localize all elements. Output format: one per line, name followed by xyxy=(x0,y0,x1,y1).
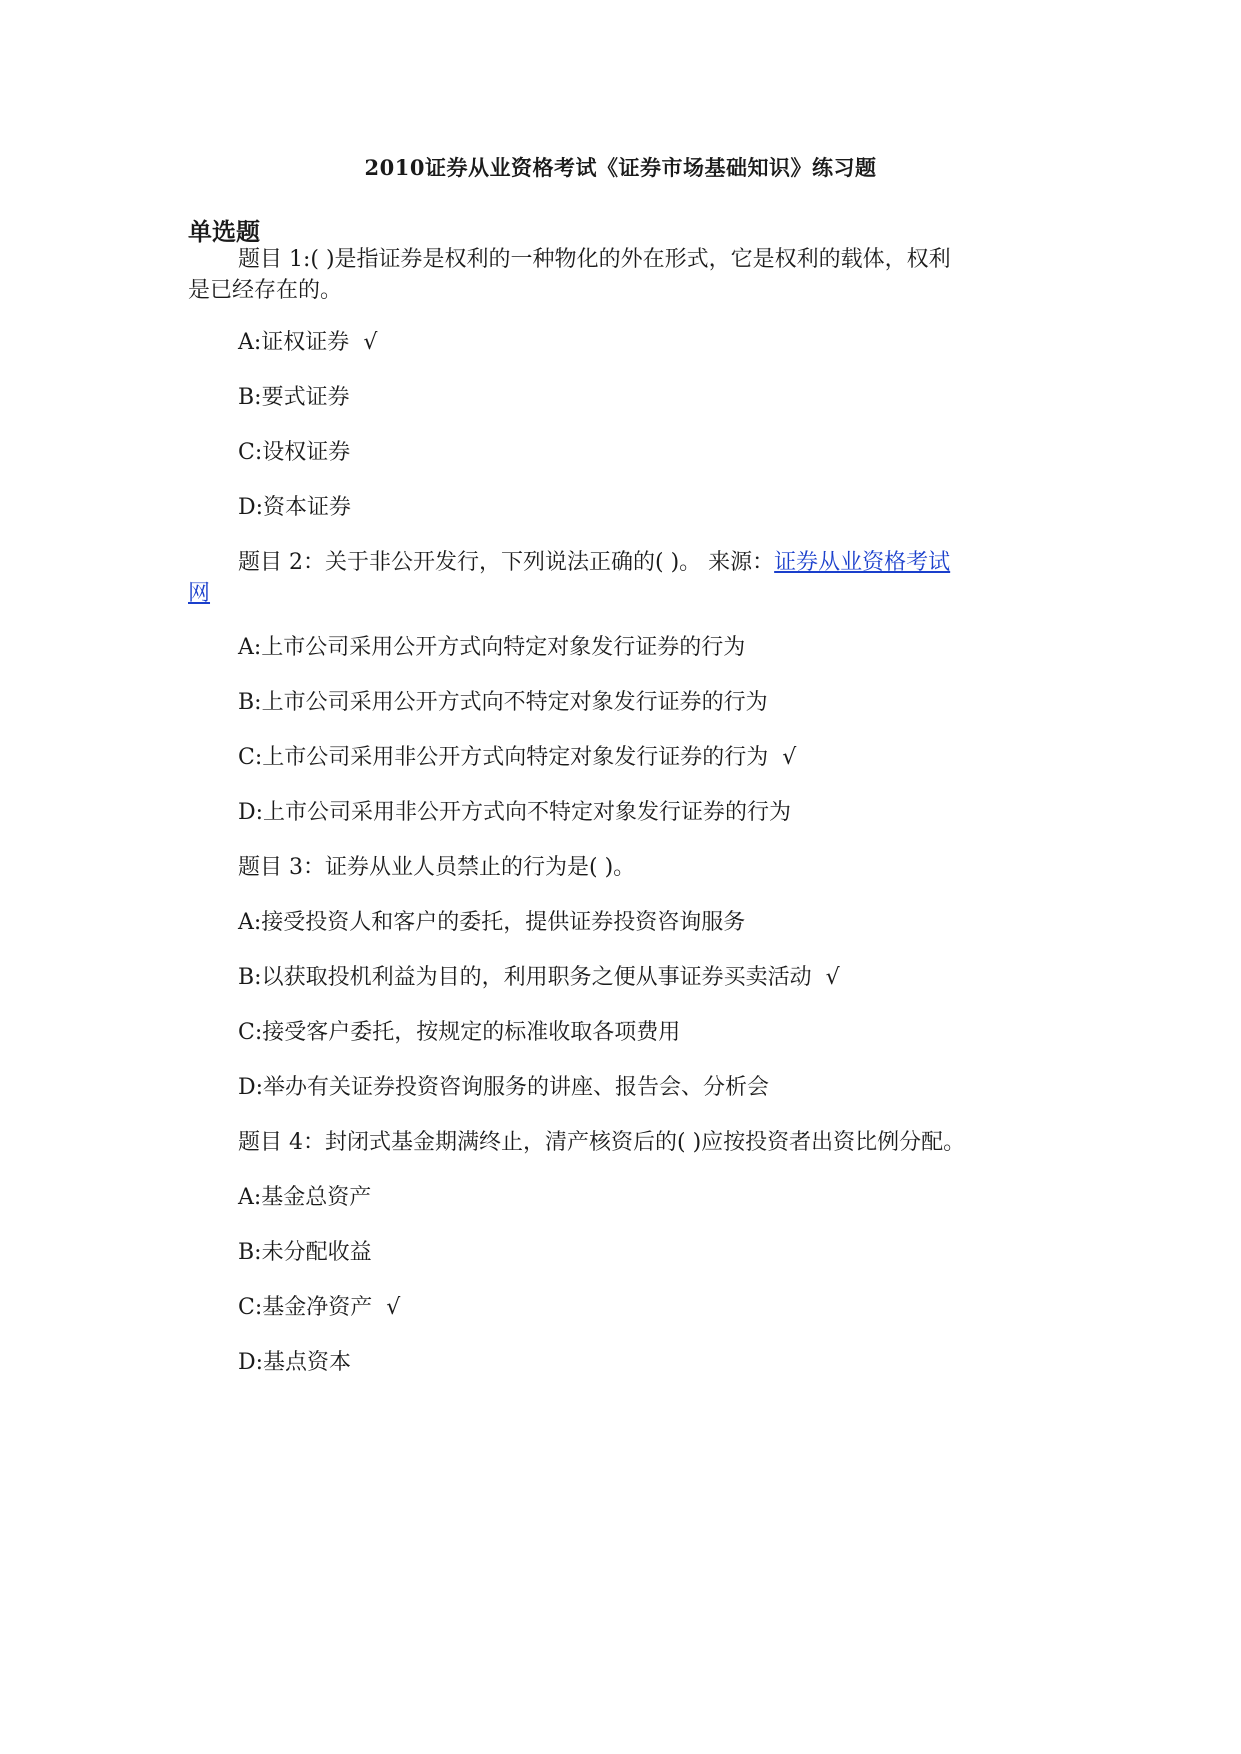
question-3-option-c: C:接受客户委托，按规定的标准收取各项费用 xyxy=(238,1020,681,1045)
option-text: A:证权证券 xyxy=(238,330,350,355)
option-text: B:以获取投机利益为目的，利用职务之便从事证券买卖活动 xyxy=(238,965,812,990)
document-title: 2010证券从业资格考试《证券市场基础知识》练习题 xyxy=(364,155,877,180)
question-4-option-a: A:基金总资产 xyxy=(238,1185,372,1210)
question-4-option-b: B:未分配收益 xyxy=(238,1240,372,1265)
question-1-option-d: D:资本证券 xyxy=(238,495,352,520)
question-2-option-a: A:上市公司采用公开方式向特定对象发行证券的行为 xyxy=(238,635,746,660)
section-heading: 单选题 xyxy=(188,217,260,246)
correct-checkmark: √ xyxy=(363,330,378,355)
source-link[interactable]: 证券从业资格考试 xyxy=(774,550,951,575)
question-3-option-b xyxy=(238,962,840,994)
correct-checkmark: √ xyxy=(386,1295,401,1320)
question-2-prompt: 题目 2：关于非公开发行，下列说法正确的( )。 来源： xyxy=(238,550,775,575)
option-text: C:基金净资产 xyxy=(238,1295,373,1320)
correct-checkmark: √ xyxy=(782,745,797,770)
question-1-option-c: C:设权证券 xyxy=(238,440,351,465)
question-1-text-continued: 是已经存在的。 xyxy=(188,278,343,303)
question-3-option-d: D:举办有关证券投资咨询服务的讲座、报告会、分析会 xyxy=(238,1075,770,1100)
question-4-option-c xyxy=(238,1292,400,1324)
option-text: C:上市公司采用非公开方式向特定对象发行证券的行为 xyxy=(238,745,769,770)
question-4-text: 题目 4：封闭式基金期满终止，清产核资后的( )应按投资者出资比例分配。 xyxy=(238,1130,966,1155)
question-1-option-b: B:要式证券 xyxy=(238,385,350,410)
question-1-option-a xyxy=(238,327,377,359)
correct-checkmark: √ xyxy=(825,965,840,990)
question-3-text: 题目 3：证券从业人员禁止的行为是( )。 xyxy=(238,855,636,880)
source-link-continued[interactable]: 网 xyxy=(188,581,211,606)
question-2-option-c xyxy=(238,742,796,774)
question-2-text xyxy=(238,547,950,579)
question-1-text: 题目 1:( )是指证券是权利的一种物化的外在形式，它是权利的载体，权利 xyxy=(238,247,951,272)
question-2-option-b: B:上市公司采用公开方式向不特定对象发行证券的行为 xyxy=(238,690,768,715)
question-3-option-a: A:接受投资人和客户的委托，提供证券投资咨询服务 xyxy=(238,910,746,935)
question-2-text-continued xyxy=(188,578,210,610)
question-4-option-d: D:基点资本 xyxy=(238,1350,352,1375)
question-2-option-d: D:上市公司采用非公开方式向不特定对象发行证券的行为 xyxy=(238,800,792,825)
